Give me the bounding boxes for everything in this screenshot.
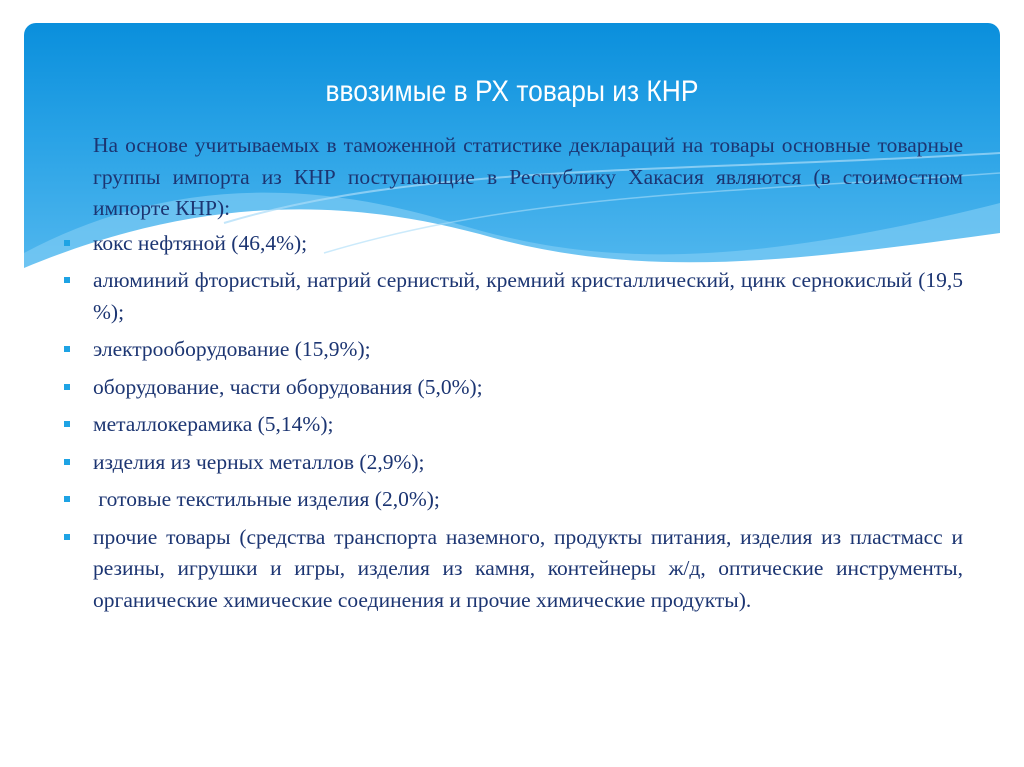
square-bullet-icon [64, 496, 70, 502]
square-bullet-icon [64, 240, 70, 246]
list-item [93, 484, 963, 516]
list-item-text: готовые текстильные изделия (2,0%); [93, 487, 440, 511]
list-item-text: оборудование, части оборудования (5,0%); [93, 374, 483, 399]
list-item [93, 334, 963, 366]
square-bullet-icon [64, 346, 70, 352]
list-item-text: металлокерамика (5,14%); [93, 412, 334, 436]
list-item-text: прочие товары (средства транспорта наземного, продукты питания, изделия из пластмасс и резины, игрушки и игры, изделия из камня, контейнеры ж/д, оптические инструменты, органические химические соединения и прочие химические продукты). [93, 524, 963, 612]
list-item-text: алюминий фтористый, натрий сернистый, кремний кристаллический, цинк сернокислый (19,5 %); [93, 268, 963, 324]
square-bullet-icon [64, 421, 70, 427]
square-bullet-icon [64, 277, 70, 283]
list-item [93, 265, 963, 328]
square-bullet-icon [64, 534, 70, 540]
list-item [93, 522, 963, 617]
list-item [93, 372, 963, 404]
list-item-text: изделия из черных металлов (2,9%); [93, 449, 425, 474]
bullet-list [93, 228, 963, 617]
list-item [93, 409, 963, 441]
list-item-text: кокс нефтяной (46,4%); [93, 230, 308, 255]
square-bullet-icon [64, 384, 70, 390]
list-item [93, 228, 963, 260]
list-item-text: электрооборудование (15,9%); [93, 337, 371, 361]
slide-body [93, 130, 963, 622]
square-bullet-icon [64, 459, 70, 465]
intro-paragraph: На основе учитываемых в таможенной статистике деклараций на товары основные товарные группы импорта из КНР поступающие в Республику Хакасия являются (в стоимостном импорте КНР): [93, 133, 963, 220]
list-item [93, 447, 963, 479]
slide-title: ввозимые в РХ товары из КНР [325, 75, 699, 108]
